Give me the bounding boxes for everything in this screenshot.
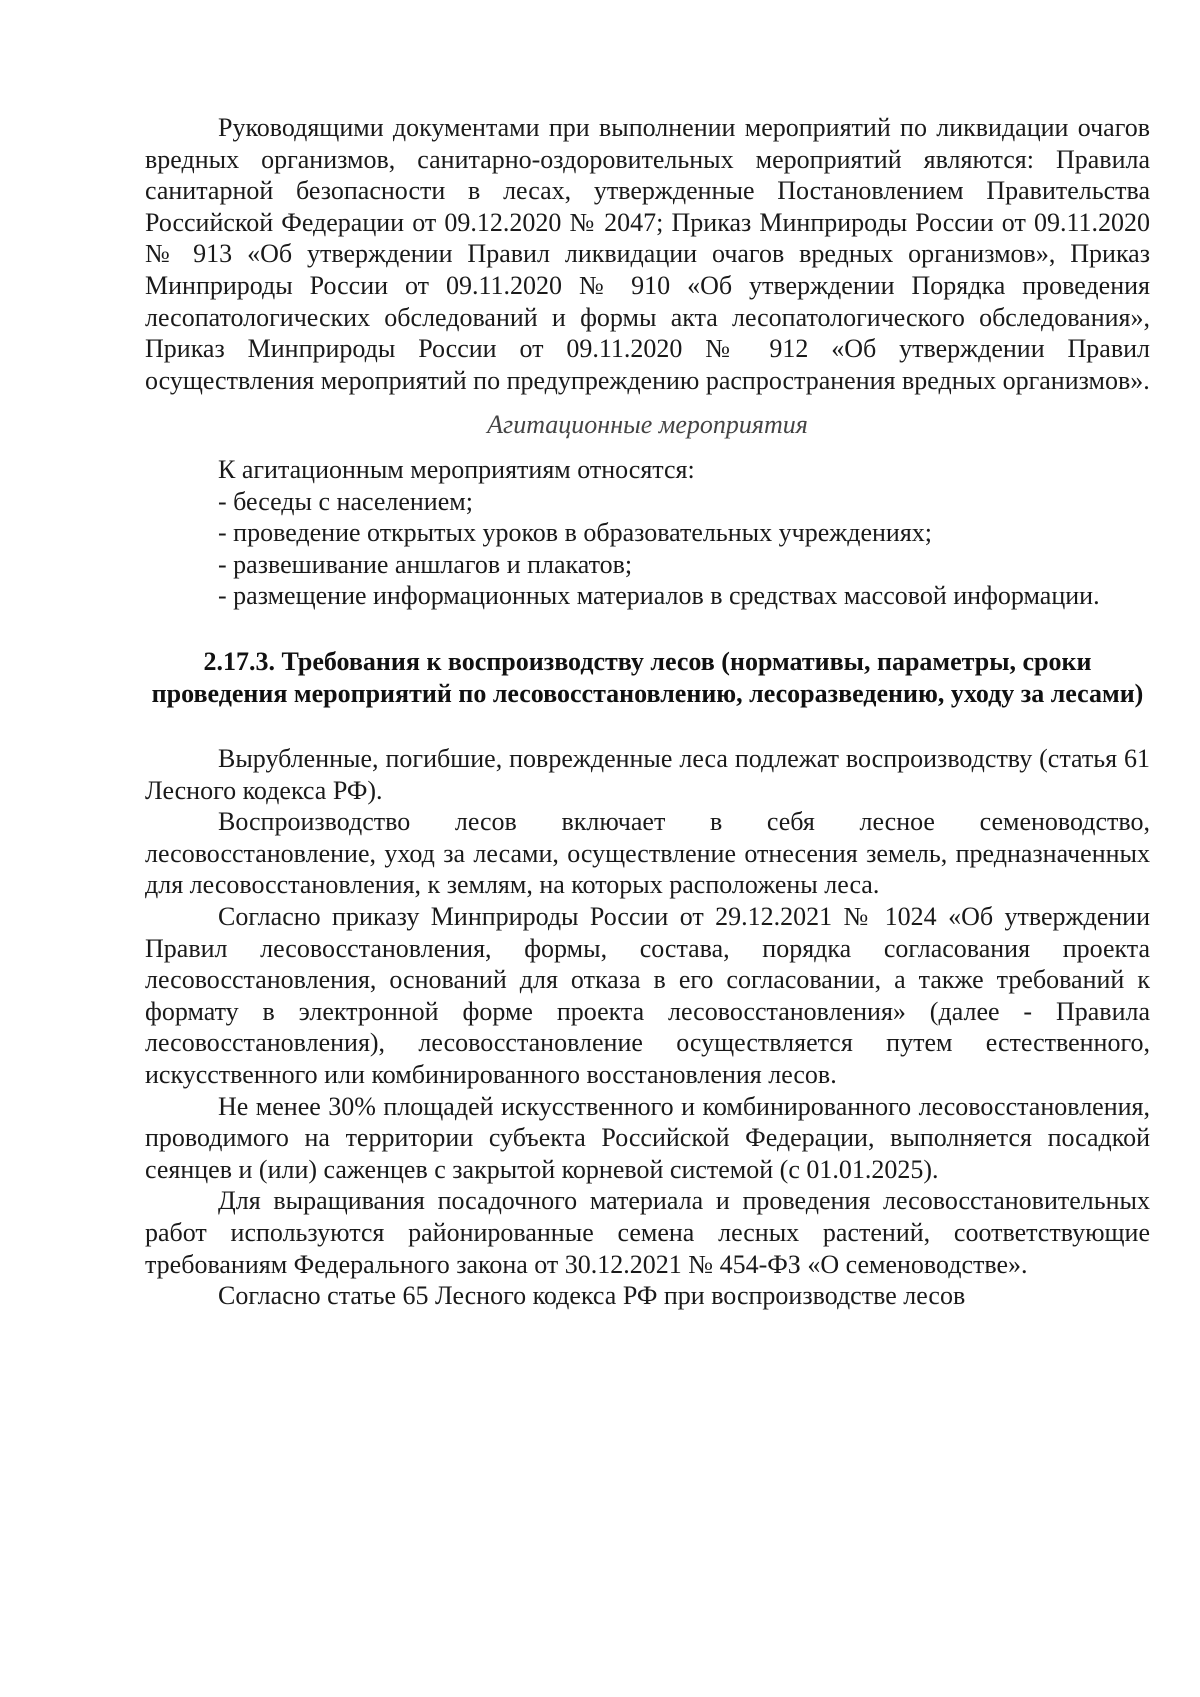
- list-item: - размещение информационных материалов в средствах массовой информации.: [218, 581, 1100, 611]
- agitation-lead: К агитационным мероприятиям относятся:: [218, 454, 695, 484]
- list-item: - проведение открытых уроков в образовательных учреждениях;: [218, 518, 933, 548]
- agitation-list: [145, 486, 1150, 612]
- body-paragraph: Согласно приказу Минприроды России от 29.12.2021 № 1024 «Об утверждении Правил лесовосстановления, формы, состава, порядка согласования проекта лесовосстановления, оснований для отказа в его согласовании, а также требований к формату в электронной форме проекта лесовосстановления» (далее - Правила лесовосстановления), лесовосстановление осуществляется путем естественного, искусственного или комбинированного восстановления лесов.: [145, 902, 1150, 1090]
- body-paragraph: Вырубленные, погибшие, поврежденные леса подлежат воспроизводству (статья 61 Лесного кодекса РФ).: [145, 744, 1150, 805]
- body-paragraph: Согласно статье 65 Лесного кодекса РФ при воспроизводстве лесов: [218, 1281, 966, 1311]
- intro-paragraph: Руководящими документами при выполнении мероприятий по ликвидации очагов вредных организмов, санитарно-оздоровительных мероприятий являются: Правила санитарной безопасности в лесах, утвержденные Постановлением Правительства Российской Федерации от 09.12.2020 № 2047; Приказ Минприроды России от 09.11.2020 № 913 «Об утверждении Правил ликвидации очагов вредных организмов», Приказ Минприроды России от 09.11.2020 № 910 «Об утверждении Порядка проведения лесопатологических обследований и формы акта лесопатологического обследования», Приказ Минприроды России от 09.11.2020 № 912 «Об утверждении Правил осуществления мероприятий по предупреждению распространения вредных организмов».: [145, 113, 1150, 395]
- body-paragraph: Для выращивания посадочного материала и проведения лесовосстановительных работ используются районированные семена лесных растений, соответствующие требованиям Федерального закона от 30.12.2021 № 454-ФЗ «О семеноводстве».: [145, 1186, 1150, 1279]
- section-title: 2.17.3. Требования к воспроизводству лесов (нормативы, параметры, сроки проведения мероприятий по лесовосстановлению, лесоразведению, уходу за лесами): [151, 646, 1144, 708]
- body-paragraph: Воспроизводство лесов включает в себя лесное семеноводство, лесовосстановление, уход за лесами, осуществление отнесения земель, предназначенных для лесовосстановления, к землям, на которых расположены леса.: [145, 807, 1150, 900]
- body-paragraph: Не менее 30% площадей искусственного и комбинированного лесовосстановления, проводимого на территории субъекта Российской Федерации, выполняется посадкой сеянцев и (или) саженцев с закрытой корневой системой (с 01.01.2025).: [145, 1091, 1150, 1184]
- document-page: [145, 112, 1150, 1312]
- agitation-subheading: Агитационные мероприятия: [487, 410, 808, 440]
- list-item: - беседы с населением;: [218, 486, 473, 516]
- list-item: - развешивание аншлагов и плакатов;: [218, 549, 633, 579]
